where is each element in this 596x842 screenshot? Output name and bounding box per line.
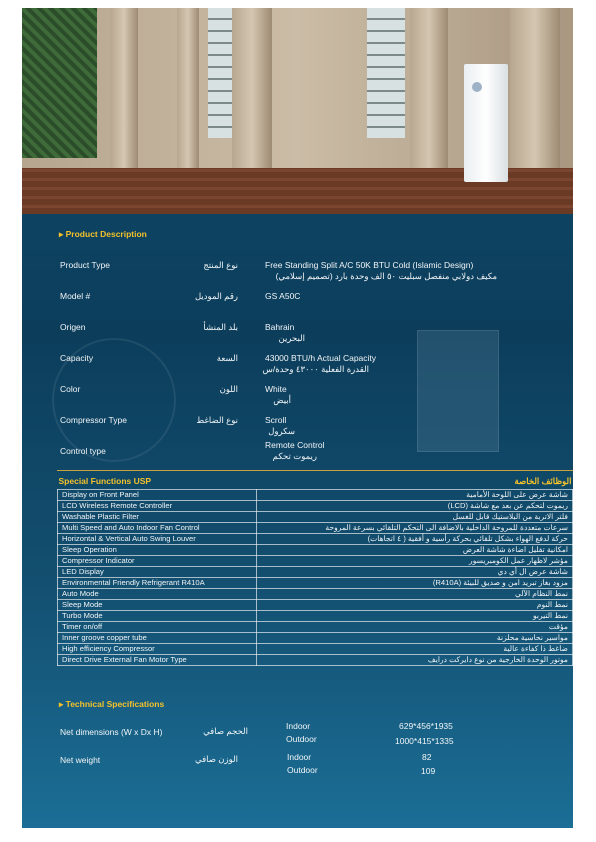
feature-en: Environmental Friendly Refrigerant R410A: [58, 578, 257, 589]
table-row: [58, 523, 573, 534]
label-origin-ar: بلد المنشأ: [203, 322, 238, 332]
label-net-dimensions: Net dimensions (W x Dx H): [60, 727, 163, 737]
feature-en: Display on Front Panel: [58, 490, 257, 501]
table-row: [58, 589, 573, 600]
label-outdoor: Outdoor: [286, 734, 317, 744]
label-color-ar: اللون: [219, 384, 238, 394]
table-row: [58, 600, 573, 611]
value-product-type-ar: مكيف دولابي منفصل سبليت ٥٠ الف وحدة بارد (تصميم إسلامي): [275, 271, 497, 281]
label-indoor: Indoor: [286, 721, 311, 731]
value-origin: Bahrain: [265, 322, 295, 332]
feature-en: Timer on/off: [58, 622, 257, 633]
feature-en: Turbo Mode: [58, 611, 257, 622]
photo-column: [410, 8, 448, 186]
feature-ar: سرعات متعددة للمروحة الداخلية بالاضافة الى التحكم التلقائي بسرعة المروحة: [257, 523, 573, 534]
feature-ar: حركة لدفع الهواء بشكل تلقائي بحركة رأسية و أفقية ( ٤ اتجاهات): [257, 534, 573, 545]
feature-en: Sleep Operation: [58, 545, 257, 556]
feature-en: LED Display: [58, 567, 257, 578]
feature-ar: امكانية تقليل اضاءة شاشة العرض: [257, 545, 573, 556]
feature-en: High efficiency Compressor: [58, 644, 257, 655]
table-row: [58, 512, 573, 523]
label-origin: Origen: [60, 322, 86, 332]
bullet-icon: ▸: [59, 699, 66, 709]
ac-display-icon: [472, 82, 482, 92]
label-product-type: Product Type: [60, 260, 110, 270]
value-model: GS A50C: [265, 291, 301, 301]
value-control-type-ar: ريموت تحكم: [272, 451, 317, 461]
label-net-dimensions-ar: الحجم صافي: [203, 726, 248, 736]
photo-column: [510, 8, 560, 186]
special-functions-heading-ar: الوظائف الخاصة: [514, 476, 572, 486]
label-net-weight: Net weight: [60, 755, 101, 765]
brochure-page: [22, 8, 573, 828]
feature-ar: مؤقت: [257, 622, 573, 633]
photo-window: [367, 8, 405, 138]
label-net-weight-ar: الوزن صافي: [194, 754, 238, 764]
feature-ar: نمط النوم: [257, 600, 573, 611]
table-row: [58, 556, 573, 567]
product-description-heading: ▸ Product Description: [59, 229, 147, 239]
table-row: [58, 501, 573, 512]
feature-ar: مزود بغاز تبريد امن و صديق للبيئة (R410A): [257, 578, 573, 589]
table-row: [58, 578, 573, 589]
feature-en: Washable Plastic Filter: [58, 512, 257, 523]
mosque-interior-photo: [22, 8, 573, 214]
value-outdoor-dimensions: 1000*415*1335: [395, 736, 454, 746]
feature-en: LCD Wireless Remote Controller: [58, 501, 257, 512]
feature-en: Compressor Indicator: [58, 556, 257, 567]
value-origin-ar: البحرين: [278, 333, 305, 343]
photo-ac-unit: [464, 64, 508, 182]
label-color: Color: [60, 384, 81, 394]
table-row: [58, 611, 573, 622]
value-indoor-dimensions: 629*456*1935: [399, 721, 453, 731]
feature-ar: موتور الوحدة الخارجية من نوع دايركت درايف: [257, 655, 573, 666]
feature-en: Inner groove copper tube: [58, 633, 257, 644]
feature-ar: ريموت لتحكم عن بعد مع شاشة (LCD): [257, 501, 573, 512]
feature-en: Auto Mode: [58, 589, 257, 600]
table-row: [58, 567, 573, 578]
special-functions-table: [57, 473, 573, 666]
bullet-icon: ▸: [59, 229, 66, 239]
feature-ar: نمط التيربو: [257, 611, 573, 622]
feature-ar: فلتر الاتربة من البلاستيك قابل للغسل: [257, 512, 573, 523]
table-row: [58, 644, 573, 655]
photo-column: [232, 8, 272, 186]
feature-ar: مواسير نحاسية محلزنة: [257, 633, 573, 644]
label-model-ar: رقم الموديل: [194, 291, 238, 301]
photo-column: [177, 8, 199, 186]
table-row: [58, 633, 573, 644]
value-product-type: Free Standing Split A/C 50K BTU Cold (Islamic Design): [265, 260, 474, 270]
feature-en: Multi Speed and Auto Indoor Fan Control: [58, 523, 257, 534]
table-row: [58, 622, 573, 633]
technical-specifications-heading: ▸ Technical Specifications: [59, 699, 165, 709]
value-outdoor-weight: 109: [421, 766, 436, 776]
photo-column: [110, 8, 138, 186]
label-compressor-type-ar: نوع الضاغط: [196, 415, 238, 425]
value-control-type: Remote Control: [265, 440, 325, 450]
table-row: [58, 490, 573, 501]
background-ac-unit: [417, 330, 499, 452]
value-indoor-weight: 82: [422, 752, 432, 762]
table-row: [58, 534, 573, 545]
value-capacity-ar: القدرة الفعلية ٤٣٠٠٠ وحدة/س: [262, 364, 369, 374]
feature-en: Direct Drive External Fan Motor Type: [58, 655, 257, 666]
value-color-ar: أبيض: [273, 395, 291, 405]
value-compressor-type: Scroll: [265, 415, 287, 425]
label-product-type-ar: نوع المنتج: [203, 260, 238, 270]
label-indoor: Indoor: [287, 752, 312, 762]
special-functions-heading: Special Functions USP: [58, 476, 152, 486]
feature-ar: شاشة عرض على اللوحة الأمامية: [257, 490, 573, 501]
label-capacity-ar: السعة: [216, 353, 238, 363]
feature-ar: شاشة عرض ال أي دي: [257, 567, 573, 578]
feature-ar: نمط النظام الآلي: [257, 589, 573, 600]
value-color: White: [265, 384, 287, 394]
feature-en: Horizontal & Vertical Auto Swing Louver: [58, 534, 257, 545]
feature-ar: مؤشر لاظهار عمل الكومبريسور: [257, 556, 573, 567]
table-row: [58, 545, 573, 556]
label-control-type: Control type: [60, 446, 106, 456]
label-model: Model #: [60, 291, 91, 301]
label-capacity: Capacity: [60, 353, 94, 363]
photo-mihrab: [22, 8, 97, 158]
value-compressor-type-ar: سكرول: [268, 426, 295, 436]
table-row: [58, 655, 573, 666]
label-outdoor: Outdoor: [287, 765, 318, 775]
feature-en: Sleep Mode: [58, 600, 257, 611]
section-divider: [57, 470, 573, 471]
value-capacity: 43000 BTU/h Actual Capacity: [265, 353, 377, 363]
label-compressor-type: Compressor Type: [60, 415, 127, 425]
feature-ar: ضاغط ذا كفاءة عالية: [257, 644, 573, 655]
